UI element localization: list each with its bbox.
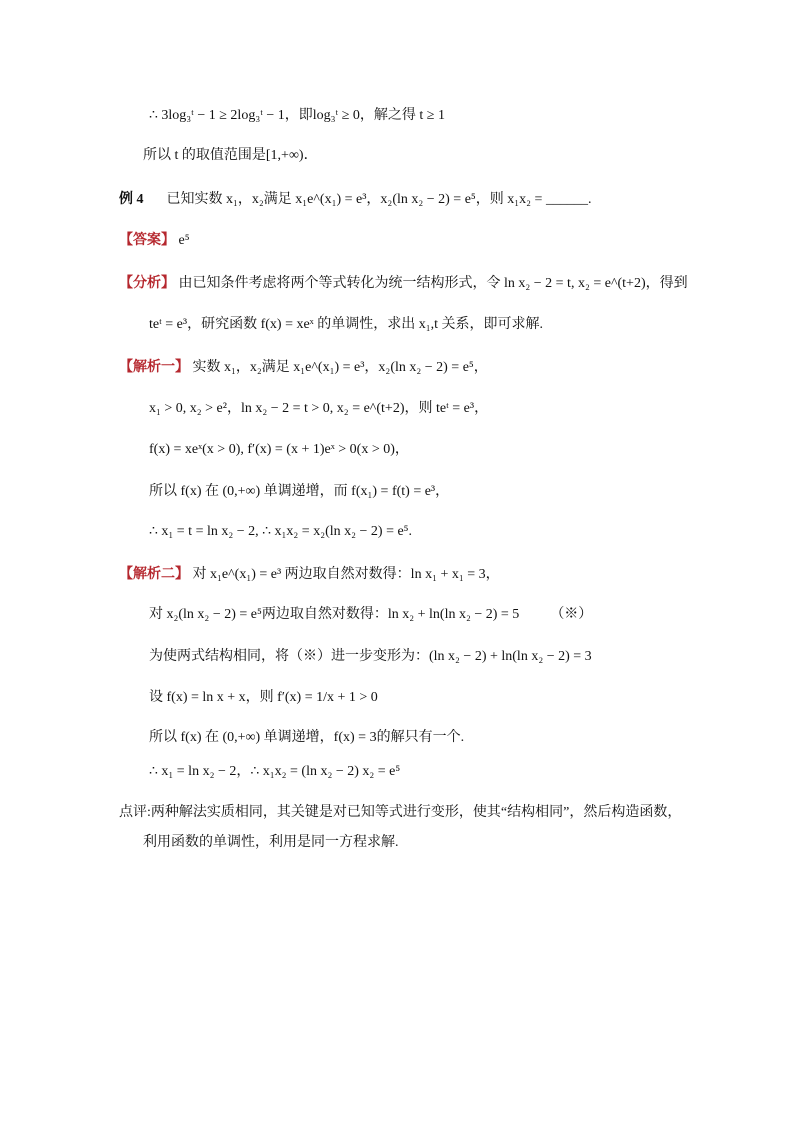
analysis-text: 由已知条件考虑将两个等式转化为统一结构形式，令 ln x₂ − 2 = t, x₂ = e^(t+2)，得到	[178, 276, 688, 291]
example-4-line	[119, 190, 591, 210]
answer-line	[119, 230, 190, 251]
analysis-label: 【分析】	[119, 275, 175, 291]
solution-two-line-3: 为使两式结构相同，将（※）进一步变形为：(ln x₂ − 2) + ln(ln x₂ − 2) = 3	[149, 649, 592, 664]
comment-line-1: 点评:两种解法实质相同，其关键是对已知等式进行变形，使其“结构相同”，然后构造函数，	[119, 805, 682, 820]
solution-two-text: 对 x₁e^(x₁) = e³ 两边取自然对数得：ln x₁ + x₁ = 3，	[192, 567, 500, 582]
example-label: 例 4	[119, 192, 144, 207]
solution-two-line	[119, 564, 500, 585]
solution-one-line-2: x₁ > 0, x₂ > e²，ln x₂ − 2 = t > 0, x₂ = e^(t+2)，则 teᵗ = e³，	[149, 401, 489, 416]
analysis-line-2: teᵗ = e³，研究函数 f(x) = xeˣ 的单调性，求出 x₁,t 关系，即可求解.	[149, 317, 544, 332]
solution-one-line	[119, 357, 488, 378]
example-4-question: 已知实数 x₁，x₂满足 x₁e^(x₁) = e³，x₂(ln x₂ − 2) = e⁵，则 x₁x₂ = ______.	[166, 192, 592, 207]
solution-two-line-6: ∴ x₁ = ln x₂ − 2，∴ x₁x₂ = (ln x₂ − 2) x₂ = e⁵	[149, 764, 401, 779]
solution-one-line-4: 所以 f(x) 在 (0,+∞) 单调递增，而 f(x₁) = f(t) = e³，	[149, 484, 450, 499]
solution-two-label: 【解析二】	[119, 566, 189, 582]
answer-value: e⁵	[178, 233, 190, 248]
solution-one-line-5: ∴ x₁ = t = ln x₂ − 2, ∴ x₁x₂ = x₂(ln x₂ − 2) = e⁵.	[149, 524, 413, 539]
line-1: ∴ 3log₃ᵗ − 1 ≥ 2log₃ᵗ − 1，即log₃ᵗ ≥ 0，解之得 t ≥ 1	[149, 108, 445, 123]
solution-two-eq: 对 x₂(ln x₂ − 2) = e⁵两边取自然对数得：ln x₂ + ln(ln x₂ − 2) = 5	[149, 607, 520, 622]
reference-mark: （※）	[550, 607, 593, 622]
solution-two-line-2	[149, 605, 592, 625]
solution-two-line-4: 设 f(x) = ln x + x，则 f′(x) = 1/x + 1 > 0	[149, 690, 378, 705]
comment-line-2: 利用函数的单调性，利用是同一方程求解.	[143, 835, 399, 850]
analysis-line	[119, 273, 688, 294]
solution-one-text: 实数 x₁，x₂满足 x₁e^(x₁) = e³，x₂(ln x₂ − 2) = e⁵，	[192, 360, 488, 375]
line-2: 所以 t 的取值范围是[1,+∞)．	[143, 148, 318, 163]
solution-one-line-3: f(x) = xeˣ(x > 0), f′(x) = (x + 1)eˣ > 0(x > 0)，	[149, 442, 409, 457]
solution-one-label: 【解析一】	[119, 359, 189, 375]
answer-label: 【答案】	[119, 232, 175, 248]
solution-two-line-5: 所以 f(x) 在 (0,+∞) 单调递增，f(x) = 3的解只有一个.	[149, 730, 465, 745]
